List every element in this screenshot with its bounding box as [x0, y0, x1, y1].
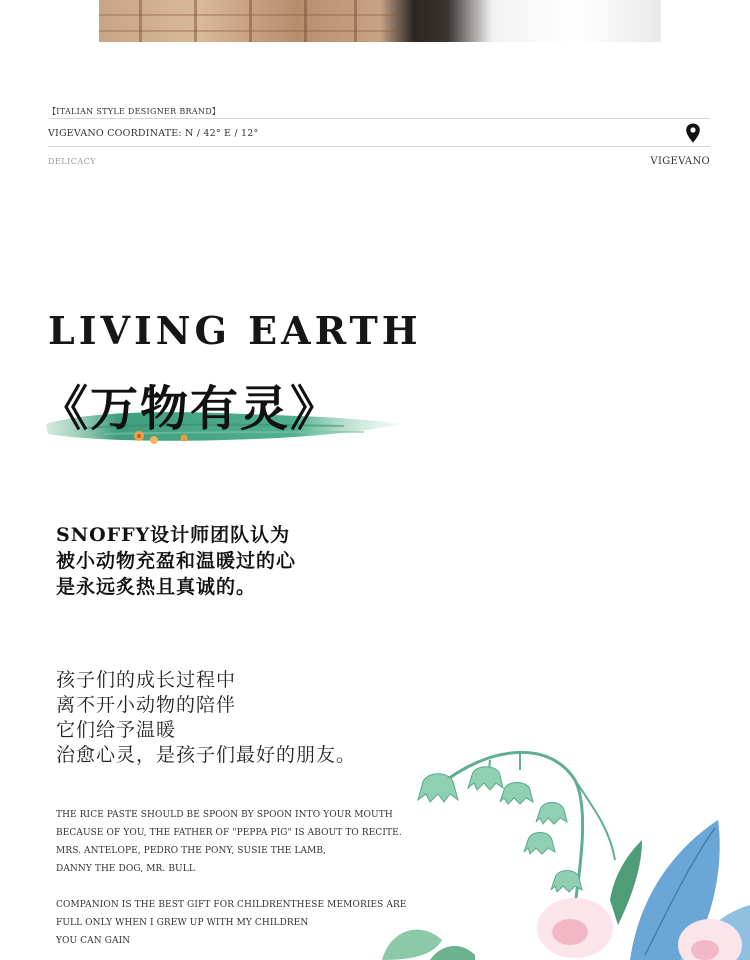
poem-line: 治愈心灵，是孩子们最好的朋友。 — [56, 744, 357, 766]
divider — [48, 146, 710, 147]
product-photo — [99, 0, 661, 42]
poem-line: 孩子们的成长过程中 — [56, 669, 237, 691]
divider — [48, 118, 710, 119]
brand-tag: 【ITALIAN STYLE DESIGNER BRAND】 — [48, 107, 221, 116]
vigevano-label: VIGEVANO — [650, 156, 710, 167]
chinese-title: 《万物有灵》 — [40, 381, 341, 437]
english-line: DANNY THE DOG, MR. BULL — [56, 864, 195, 874]
intro-line: 是永远炙热且真诚的。 — [56, 576, 257, 598]
headline-living-earth: LIVING EARTH — [48, 308, 422, 353]
location-pin-icon — [685, 123, 701, 143]
english-line: THE RICE PASTE SHOULD BE SPOON BY SPOON INTO YOUR MOUTH — [56, 810, 393, 820]
english-line: FULL ONLY WHEN I GREW UP WITH MY CHILDREN — [56, 918, 309, 928]
english-line: MRS. ANTELOPE, PEDRO THE PONY, SUSIE THE LAMB, — [56, 846, 327, 856]
poem-line: 离不开小动物的陪伴 — [56, 694, 237, 716]
english-line: BECAUSE OF YOU, THE FATHER OF "PEPPA PIG" IS ABOUT TO RECITE. — [56, 828, 402, 838]
coordinate-text: VIGEVANO COORDINATE: N / 42° E / 12° — [48, 128, 259, 139]
english-line: COMPANION IS THE BEST GIFT FOR CHILDRENTHESE MEMORIES ARE — [56, 900, 407, 910]
english-line: YOU CAN GAIN — [56, 936, 131, 946]
intro-line: SNOFFY设计师团队认为 — [56, 524, 291, 546]
delicacy-label: DELICACY — [48, 157, 97, 166]
english-paragraph-2 — [56, 896, 407, 950]
intro-text — [56, 522, 296, 600]
poem-text — [56, 668, 356, 768]
english-paragraph-1 — [56, 806, 402, 878]
intro-line: 被小动物充盈和温暖过的心 — [56, 550, 297, 572]
poem-line: 它们给予温暖 — [56, 719, 177, 741]
flower-illustration — [380, 740, 750, 960]
